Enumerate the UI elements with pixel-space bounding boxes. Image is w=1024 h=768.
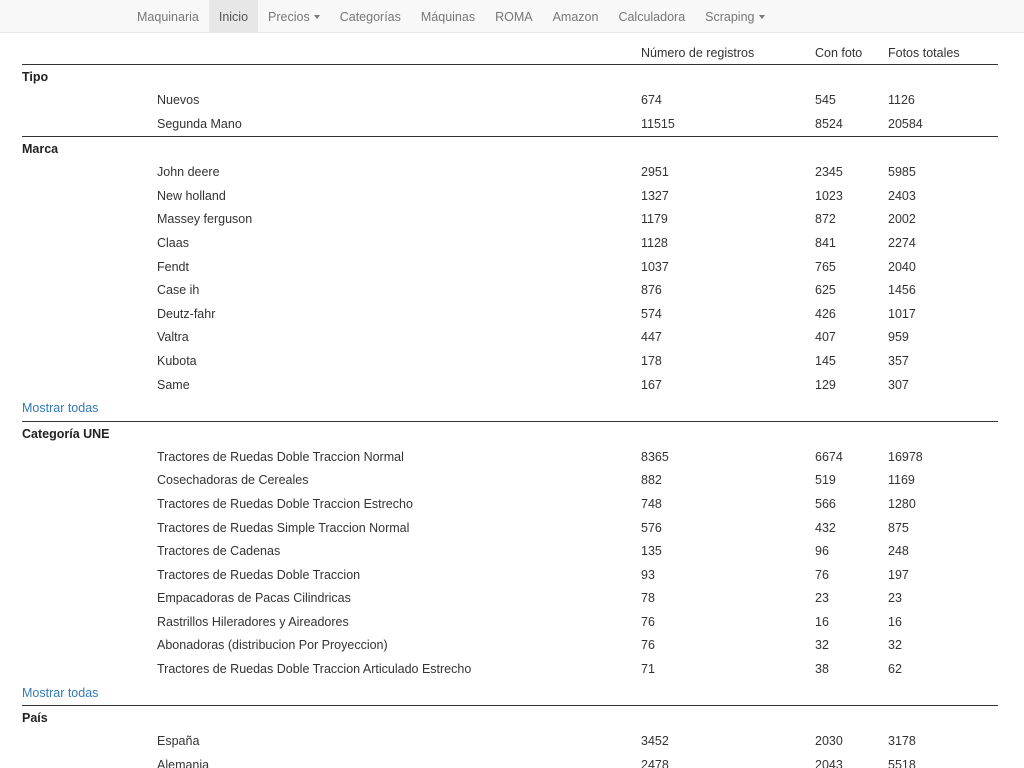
nav-item-categorias[interactable] xyxy=(330,0,411,33)
table-row xyxy=(22,587,998,611)
row-fotos-totales: 197 xyxy=(888,567,909,582)
row-con-foto: 96 xyxy=(815,544,829,559)
header-con-foto: Con foto xyxy=(815,46,863,60)
row-con-foto: 407 xyxy=(815,330,836,345)
row-con-foto: 519 xyxy=(815,473,836,488)
row-fotos-totales: 1280 xyxy=(888,496,916,511)
table-row xyxy=(22,185,998,209)
group-tipo xyxy=(22,65,998,136)
row-fotos-totales: 2274 xyxy=(888,235,916,250)
row-name: Tractores de Ruedas Doble Traccion xyxy=(157,567,361,582)
row-registros: 2951 xyxy=(641,165,669,180)
show-all-link[interactable]: Mostrar todas xyxy=(22,685,99,700)
row-fotos-totales: 875 xyxy=(888,520,909,535)
row-con-foto: 872 xyxy=(815,212,836,227)
nav-item-calculadora[interactable] xyxy=(608,0,695,33)
nav-item-label: Precios xyxy=(268,9,310,24)
show-all-link[interactable]: Mostrar todas xyxy=(22,401,99,416)
row-registros: 178 xyxy=(641,353,662,368)
row-con-foto: 426 xyxy=(815,306,836,321)
row-registros: 3452 xyxy=(641,734,669,749)
row-registros: 882 xyxy=(641,473,662,488)
row-fotos-totales: 357 xyxy=(888,353,909,368)
table-row xyxy=(22,754,998,768)
nav-item-roma[interactable] xyxy=(485,0,543,33)
row-registros: 71 xyxy=(641,662,655,677)
row-registros: 167 xyxy=(641,377,662,392)
group-title: Categoría UNE xyxy=(22,426,110,441)
table-row xyxy=(22,303,998,327)
row-name: New holland xyxy=(157,188,226,203)
table-row xyxy=(22,446,998,470)
group-title: País xyxy=(22,711,48,726)
table-row xyxy=(22,256,998,280)
row-name: Tractores de Cadenas xyxy=(157,544,281,559)
table-row xyxy=(22,564,998,588)
row-name: Massey ferguson xyxy=(157,212,253,227)
header-numero-registros: Número de registros xyxy=(641,46,755,60)
row-fotos-totales: 959 xyxy=(888,330,909,345)
row-con-foto: 6674 xyxy=(815,449,843,464)
row-registros: 1327 xyxy=(641,188,669,203)
nav-item-maquinaria[interactable] xyxy=(127,0,209,33)
nav-item-maquinas[interactable] xyxy=(411,0,485,33)
table-row xyxy=(22,232,998,256)
table-header xyxy=(22,33,998,65)
nav-item-precios[interactable] xyxy=(258,0,330,33)
nav-item-label: Inicio xyxy=(218,9,249,24)
header-fotos-totales: Fotos totales xyxy=(888,46,960,60)
row-registros: 748 xyxy=(641,496,662,511)
row-name: Empacadoras de Pacas Cilindricas xyxy=(157,591,351,606)
row-fotos-totales: 23 xyxy=(888,591,902,606)
row-name: Tractores de Ruedas Doble Traccion Articulado Estrecho xyxy=(157,662,472,677)
row-registros: 135 xyxy=(641,544,662,559)
group-title: Tipo xyxy=(22,70,49,84)
group-categoria-une xyxy=(22,421,998,706)
row-name: España xyxy=(157,734,200,749)
nav-item-label: Maquinaria xyxy=(137,9,199,24)
table-row xyxy=(22,374,998,398)
row-fotos-totales: 2403 xyxy=(888,188,916,203)
table-row xyxy=(22,658,998,682)
row-con-foto: 8524 xyxy=(815,116,843,131)
row-registros: 1179 xyxy=(641,212,668,227)
caret-down-icon xyxy=(314,15,320,19)
row-name: Valtra xyxy=(157,330,189,345)
row-name: Deutz-fahr xyxy=(157,306,216,321)
row-con-foto: 765 xyxy=(815,259,836,274)
row-fotos-totales: 2040 xyxy=(888,259,916,274)
row-fotos-totales: 307 xyxy=(888,377,909,392)
row-name: Nuevos xyxy=(157,93,200,107)
row-registros: 674 xyxy=(641,93,662,107)
nav-item-amazon[interactable] xyxy=(543,0,609,33)
row-con-foto: 32 xyxy=(815,638,829,653)
row-fotos-totales: 1126 xyxy=(888,93,915,107)
row-name: Fendt xyxy=(157,259,189,274)
row-con-foto: 145 xyxy=(815,353,836,368)
row-fotos-totales: 3178 xyxy=(888,734,916,749)
row-registros: 1037 xyxy=(641,259,669,274)
row-name: Kubota xyxy=(157,353,197,368)
nav-item-label: Categorías xyxy=(339,9,401,24)
row-name: Case ih xyxy=(157,283,200,298)
row-registros: 2478 xyxy=(641,757,669,768)
group-title: Marca xyxy=(22,142,59,157)
group-pais xyxy=(22,705,998,768)
row-con-foto: 1023 xyxy=(815,188,843,203)
row-fotos-totales: 1456 xyxy=(888,283,916,298)
row-con-foto: 566 xyxy=(815,496,836,511)
table-body xyxy=(22,65,998,768)
row-registros: 93 xyxy=(641,567,655,582)
stats-table xyxy=(22,33,998,768)
caret-down-icon xyxy=(759,15,765,19)
row-con-foto: 38 xyxy=(815,662,829,677)
nav-item-label: Calculadora xyxy=(618,9,686,24)
row-fotos-totales: 1017 xyxy=(888,306,916,321)
nav-item-label: ROMA xyxy=(495,9,533,24)
row-con-foto: 16 xyxy=(815,614,829,629)
top-navbar xyxy=(0,0,1024,33)
row-name: Same xyxy=(157,377,190,392)
table-row xyxy=(22,113,998,137)
row-con-foto: 841 xyxy=(815,235,836,250)
table-row xyxy=(22,634,998,658)
nav-item-label: Scraping xyxy=(705,9,755,24)
row-name: Tractores de Ruedas Doble Traccion Normal xyxy=(157,449,404,464)
row-registros: 574 xyxy=(641,306,662,321)
nav-item-scraping[interactable] xyxy=(695,0,774,33)
row-registros: 11515 xyxy=(641,116,675,131)
table-row xyxy=(22,279,998,303)
row-name: Claas xyxy=(157,235,189,250)
row-con-foto: 432 xyxy=(815,520,836,535)
row-con-foto: 23 xyxy=(815,591,829,606)
row-fotos-totales: 32 xyxy=(888,638,902,653)
row-fotos-totales: 16978 xyxy=(888,449,923,464)
row-con-foto: 545 xyxy=(815,93,836,107)
row-con-foto: 2345 xyxy=(815,165,843,180)
row-registros: 76 xyxy=(641,614,655,629)
row-name: Rastrillos Hileradores y Aireadores xyxy=(157,614,349,629)
row-fotos-totales: 5518 xyxy=(888,757,916,768)
group-marca xyxy=(22,136,998,421)
row-con-foto: 129 xyxy=(815,377,836,392)
table-row xyxy=(22,350,998,374)
row-con-foto: 2030 xyxy=(815,734,843,749)
row-fotos-totales: 2002 xyxy=(888,212,916,227)
row-registros: 576 xyxy=(641,520,662,535)
row-fotos-totales: 248 xyxy=(888,544,909,559)
table-row xyxy=(22,540,998,564)
table-row xyxy=(22,517,998,541)
table-row xyxy=(22,730,998,754)
row-name: Cosechadoras de Cereales xyxy=(157,473,309,488)
nav-item-inicio[interactable] xyxy=(209,0,258,33)
row-fotos-totales: 16 xyxy=(888,614,902,629)
row-registros: 876 xyxy=(641,283,662,298)
row-name: Tractores de Ruedas Doble Traccion Estrecho xyxy=(157,496,413,511)
table-row xyxy=(22,161,998,185)
table-row xyxy=(22,89,998,113)
table-row xyxy=(22,208,998,232)
row-registros: 447 xyxy=(641,330,662,345)
table-row xyxy=(22,469,998,493)
row-registros: 78 xyxy=(641,591,655,606)
nav-item-label: Amazon xyxy=(552,9,599,24)
row-name: Segunda Mano xyxy=(157,116,242,131)
table-row xyxy=(22,611,998,635)
row-fotos-totales: 62 xyxy=(888,662,902,677)
row-con-foto: 2043 xyxy=(815,757,843,768)
row-registros: 76 xyxy=(641,638,655,653)
row-fotos-totales: 5985 xyxy=(888,165,916,180)
row-con-foto: 76 xyxy=(815,567,829,582)
row-name: Tractores de Ruedas Simple Traccion Normal xyxy=(157,520,410,535)
table-row xyxy=(22,326,998,350)
nav-item-label: Máquinas xyxy=(420,9,476,24)
row-registros: 1128 xyxy=(641,235,668,250)
row-fotos-totales: 20584 xyxy=(888,116,923,131)
row-registros: 8365 xyxy=(641,449,669,464)
nav-list xyxy=(127,0,775,33)
row-fotos-totales: 1169 xyxy=(888,473,915,488)
row-con-foto: 625 xyxy=(815,283,836,298)
table-row xyxy=(22,493,998,517)
row-name: John deere xyxy=(157,165,220,180)
row-name: Alemania xyxy=(157,757,210,768)
row-name: Abonadoras (distribucion Por Proyeccion) xyxy=(157,638,388,653)
